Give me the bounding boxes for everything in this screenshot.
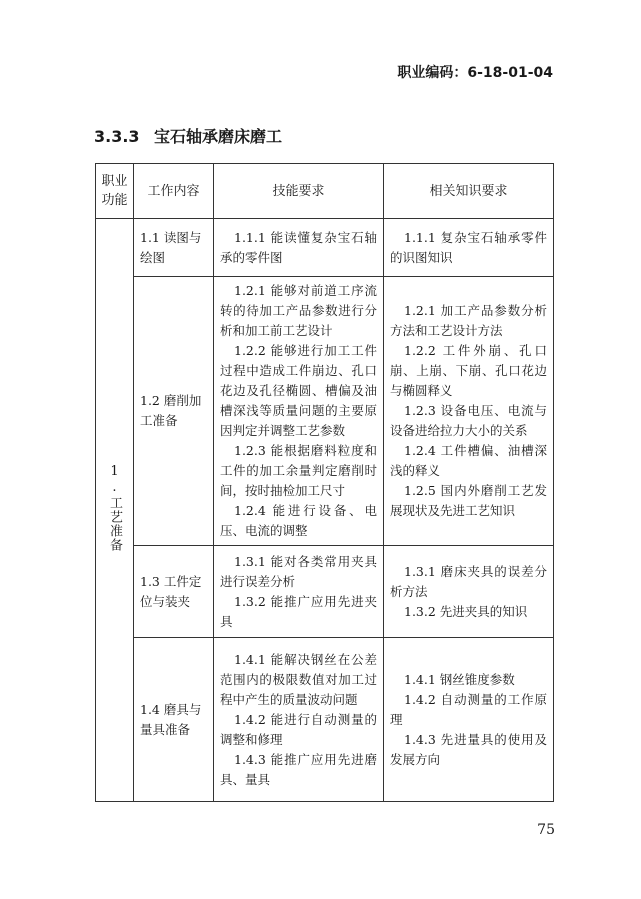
knowledge-item: 1.3.2 先进夹具的知识 bbox=[404, 603, 528, 619]
table-row bbox=[96, 638, 554, 802]
knowledge-item: 1.2.1 加工产品参数分析方法和工艺设计方法 bbox=[390, 303, 547, 338]
skill-item: 1.2.1 能够对前道工序流转的待加工产品参数进行分析和加工前工艺设计 bbox=[220, 283, 377, 338]
section-number: 3.3.3 bbox=[94, 127, 140, 146]
knowledge-cell bbox=[384, 277, 554, 546]
knowledge-item: 1.4.3 先进量具的使用及发展方向 bbox=[390, 731, 547, 767]
knowledge-cell bbox=[384, 546, 554, 638]
page-number: 75 bbox=[537, 822, 555, 838]
header-skill-requirements: 技能要求 bbox=[214, 164, 384, 219]
skill-cell bbox=[214, 277, 384, 546]
header-function: 职业 功能 bbox=[96, 164, 134, 219]
table-row bbox=[96, 277, 554, 546]
knowledge-item: 1.4.1 钢丝锥度参数 bbox=[404, 671, 515, 687]
header-work-content: 工作内容 bbox=[134, 164, 214, 219]
skill-requirements-table bbox=[95, 163, 554, 802]
skill-item: 1.4.2 能进行自动测量的调整和修理 bbox=[220, 711, 377, 747]
function-label: 1.工艺准备 bbox=[107, 464, 122, 552]
knowledge-item: 1.3.1 磨床夹具的误差分析方法 bbox=[390, 563, 547, 599]
function-cell bbox=[96, 219, 134, 802]
header-knowledge-requirements: 相关知识要求 bbox=[384, 164, 554, 219]
work-content-cell: 1.1 读图与绘图 bbox=[134, 219, 214, 277]
table-row bbox=[96, 546, 554, 638]
knowledge-cell bbox=[384, 219, 554, 277]
skill-cell bbox=[214, 219, 384, 277]
knowledge-cell bbox=[384, 638, 554, 802]
work-content-cell: 1.2 磨削加工准备 bbox=[134, 277, 214, 546]
knowledge-item: 1.2.3 设备电压、电流与设备进给拉力大小的关系 bbox=[390, 403, 547, 438]
skill-cell bbox=[214, 546, 384, 638]
skill-item: 1.3.2 能推广应用先进夹具 bbox=[220, 593, 377, 629]
table-row bbox=[96, 219, 554, 277]
skill-item: 1.3.1 能对各类常用夹具进行误差分析 bbox=[220, 553, 377, 589]
skill-item: 1.4.1 能解决钢丝在公差范围内的极限数值对加工过程中产生的质量波动问题 bbox=[220, 651, 377, 707]
table-header-row bbox=[96, 164, 554, 219]
section-name: 宝石轴承磨床磨工 bbox=[154, 127, 283, 146]
knowledge-item: 1.1.1 复杂宝石轴承零件的识图知识 bbox=[390, 229, 547, 265]
knowledge-item: 1.2.5 国内外磨削工艺发展现状及先进工艺知识 bbox=[390, 483, 547, 518]
skill-item: 1.2.2 能够进行加工工件过程中造成工件崩边、孔口花边及孔径椭圆、槽偏及油槽深浅等质量问题的主要原因判定并调整工艺参数 bbox=[220, 343, 377, 438]
work-content-cell: 1.4 磨具与量具准备 bbox=[134, 638, 214, 802]
skill-item: 1.2.3 能根据磨料粒度和工件的加工余量判定磨削时间，按时抽检加工尺寸 bbox=[220, 443, 377, 498]
skill-cell bbox=[214, 638, 384, 802]
work-content-cell: 1.3 工件定位与装夹 bbox=[134, 546, 214, 638]
knowledge-item: 1.2.4 工件槽偏、油槽深浅的释义 bbox=[390, 443, 547, 478]
section-title bbox=[94, 124, 282, 147]
knowledge-item: 1.4.2 自动测量的工作原理 bbox=[390, 691, 547, 727]
knowledge-item: 1.2.2 工件外崩、孔口崩、上崩、下崩、孔口花边与椭圆释义 bbox=[390, 343, 547, 398]
skill-item: 1.4.3 能推广应用先进磨具、量具 bbox=[220, 751, 377, 787]
skill-item: 1.1.1 能读懂复杂宝石轴承的零件图 bbox=[220, 229, 377, 265]
occupation-code: 职业编码：6-18-01-04 bbox=[397, 65, 553, 81]
skill-item: 1.2.4 能进行设备、电压、电流的调整 bbox=[220, 503, 377, 538]
